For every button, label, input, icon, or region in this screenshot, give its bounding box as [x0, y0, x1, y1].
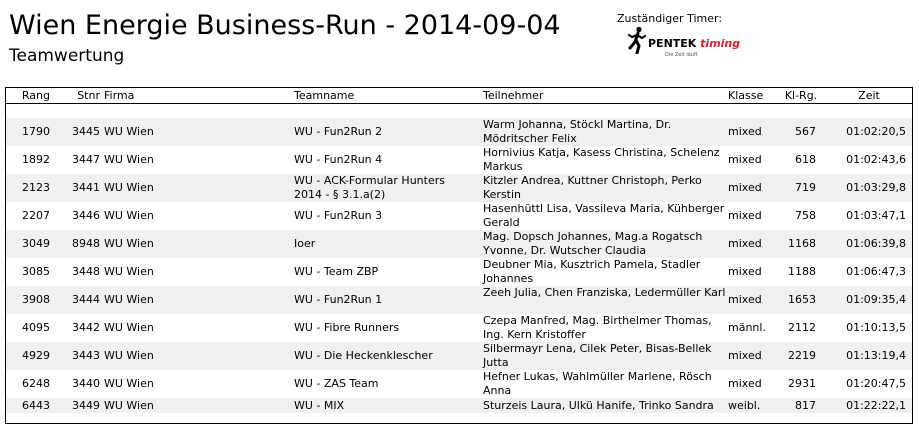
cell-firma: WU Wien: [104, 349, 154, 362]
runner-icon: [627, 26, 647, 54]
cell-klasse: mixed: [728, 349, 762, 362]
cell-klrg: 817: [795, 399, 816, 412]
cell-stnr: 3446: [72, 209, 100, 222]
cell-klrg: 1653: [788, 293, 816, 306]
cell-klrg: 719: [795, 181, 816, 194]
cell-firma: WU Wien: [104, 321, 154, 334]
cell-stnr: 3447: [72, 153, 100, 166]
cell-teamname: WU - Fun2Run 2: [294, 125, 383, 138]
cell-stnr: 3445: [72, 125, 100, 138]
cell-teamname: WU - MIX: [294, 399, 345, 412]
cell-zeit: 01:09:35,4: [846, 293, 906, 306]
cell-stnr: 3441: [72, 181, 100, 194]
cell-stnr: 3444: [72, 293, 100, 306]
cell-stnr: 3442: [72, 321, 100, 334]
cell-firma: WU Wien: [104, 181, 154, 194]
cell-stnr: 3443: [72, 349, 100, 362]
cell-zeit: 01:02:20,5: [846, 125, 906, 138]
col-teamname: Teamname: [294, 89, 355, 102]
cell-teilnehmer: Hasenhüttl Lisa, Vassileva Maria, Kühberger Gerald: [483, 202, 725, 229]
col-stnr: Stnr: [77, 89, 100, 102]
cell-zeit: 01:20:47,5: [846, 377, 906, 390]
cell-firma: WU Wien: [104, 399, 154, 412]
timer-label: Zuständiger Timer:: [617, 12, 723, 25]
cell-stnr: 3440: [72, 377, 100, 390]
table-bottom-padding: [6, 413, 912, 423]
brand-accent: timing: [700, 37, 741, 50]
cell-klasse: mixed: [728, 293, 762, 306]
cell-rang: 4929: [22, 349, 50, 362]
cell-rang: 2123: [22, 181, 50, 194]
brand-tagline: Die Zeit läuft: [665, 52, 698, 58]
cell-teamname: WU - Fun2Run 1: [294, 293, 383, 306]
cell-firma: WU Wien: [104, 153, 154, 166]
cell-teamname: WU - Die Heckenklescher: [294, 349, 433, 362]
cell-klasse: weibl.: [728, 399, 761, 412]
table-row: [6, 118, 912, 146]
cell-teilnehmer: Czepa Manfred, Mag. Birthelmer Thomas, Ing. Kern Kristoffer: [483, 314, 712, 341]
cell-klrg: 1188: [788, 265, 816, 278]
cell-klrg: 2112: [788, 321, 816, 334]
table-row: [6, 286, 912, 314]
col-klasse: Klasse: [728, 89, 764, 102]
cell-firma: WU Wien: [104, 377, 154, 390]
cell-teilnehmer: Hornivius Katja, Kasess Christina, Schelenz Markus: [483, 146, 720, 173]
cell-zeit: 01:10:13,5: [846, 321, 906, 334]
col-klrg: Kl-Rg.: [784, 89, 818, 102]
timer-info: [617, 12, 741, 60]
cell-rang: 6443: [22, 399, 50, 412]
cell-teamname: WU - ACK-Formular Hunters 2014 - § 3.1.a(2): [294, 174, 445, 201]
cell-firma: WU Wien: [104, 125, 154, 138]
col-rang: Rang: [21, 89, 50, 102]
table-header: [6, 88, 912, 104]
timer-logo: [617, 26, 741, 60]
col-teilnehmer: Teilnehmer: [483, 89, 544, 102]
table-row: [6, 258, 912, 286]
cell-klrg: 2219: [788, 349, 816, 362]
cell-zeit: 01:22:22,1: [846, 399, 906, 412]
cell-zeit: 01:03:29,8: [846, 181, 906, 194]
cell-klasse: mixed: [728, 209, 762, 222]
cell-stnr: 8948: [72, 237, 100, 250]
cell-teilnehmer: Sturzeis Laura, Ulkü Hanife, Trinko Sandra: [483, 399, 714, 412]
col-firma: Firma: [104, 89, 135, 102]
cell-teilnehmer: Mag. Dopsch Johannes, Mag.a Rogatsch Yvonne, Dr. Wutscher Claudia: [483, 230, 703, 257]
cell-firma: WU Wien: [104, 265, 154, 278]
cell-teamname: WU - Fun2Run 3: [294, 209, 383, 222]
table-row: [6, 174, 912, 202]
cell-rang: 6248: [22, 377, 50, 390]
cell-rang: 1790: [22, 125, 50, 138]
page-subtitle: Teamwertung: [9, 46, 125, 66]
cell-rang: 4095: [22, 321, 50, 334]
cell-teilnehmer: Zeeh Julia, Chen Franziska, Ledermüller Karl: [483, 286, 726, 299]
cell-klrg: 758: [795, 209, 816, 222]
cell-rang: 3908: [22, 293, 50, 306]
cell-teamname: Ioer: [294, 237, 316, 250]
table-row: [6, 314, 912, 342]
results-table: [5, 87, 913, 424]
brand-name: PENTEK: [648, 37, 697, 50]
cell-zeit: 01:13:19,4: [846, 349, 906, 362]
table-body: [6, 118, 912, 413]
cell-rang: 3049: [22, 237, 50, 250]
cell-rang: 2207: [22, 209, 50, 222]
page-title: Wien Energie Business-Run - 2014-09-04: [9, 10, 561, 41]
cell-teamname: WU - Team ZBP: [294, 265, 379, 278]
pentek-logo: [648, 38, 740, 50]
cell-stnr: 3448: [72, 265, 100, 278]
cell-teamname: WU - Fun2Run 4: [294, 153, 383, 166]
cell-klasse: mixed: [728, 265, 762, 278]
table-row: [6, 398, 912, 413]
cell-klasse: mixed: [728, 237, 762, 250]
cell-klasse: mixed: [728, 377, 762, 390]
cell-firma: WU Wien: [104, 237, 154, 250]
cell-firma: WU Wien: [104, 293, 154, 306]
cell-klasse: mixed: [728, 181, 762, 194]
cell-teilnehmer: Deubner Mia, Kusztrich Pamela, Stadler Johannes: [483, 258, 701, 285]
table-row: [6, 230, 912, 258]
cell-zeit: 01:06:39,8: [846, 237, 906, 250]
cell-klasse: mixed: [728, 153, 762, 166]
cell-teilnehmer: Silbermayr Lena, Cilek Peter, Bisas-Bellek Jutta: [483, 342, 712, 369]
table-row: [6, 202, 912, 230]
table-row: [6, 146, 912, 174]
table-row: [6, 370, 912, 398]
table-row: [6, 342, 912, 370]
col-zeit: Zeit: [858, 89, 880, 102]
cell-zeit: 01:02:43,6: [846, 153, 906, 166]
cell-teamname: WU - Fibre Runners: [294, 321, 400, 334]
cell-zeit: 01:06:47,3: [846, 265, 906, 278]
cell-teilnehmer: Warm Johanna, Stöckl Martina, Dr. Mödritscher Felix: [483, 118, 672, 145]
cell-klrg: 1168: [788, 237, 816, 250]
cell-firma: WU Wien: [104, 209, 154, 222]
cell-rang: 1892: [22, 153, 50, 166]
cell-rang: 3085: [22, 265, 50, 278]
cell-stnr: 3449: [72, 399, 100, 412]
cell-klasse: mixed: [728, 125, 762, 138]
cell-klrg: 2931: [788, 377, 816, 390]
cell-klrg: 567: [795, 125, 816, 138]
cell-teamname: WU - ZAS Team: [294, 377, 379, 390]
cell-klrg: 618: [795, 153, 816, 166]
cell-klasse: männl.: [728, 321, 766, 334]
cell-teilnehmer: Kitzler Andrea, Kuttner Christoph, Perko Kerstin: [483, 174, 702, 201]
cell-zeit: 01:03:47,1: [846, 209, 906, 222]
cell-teilnehmer: Hefner Lukas, Wahlmüller Marlene, Rösch Anna: [483, 370, 712, 397]
table-spacer: [6, 104, 912, 118]
